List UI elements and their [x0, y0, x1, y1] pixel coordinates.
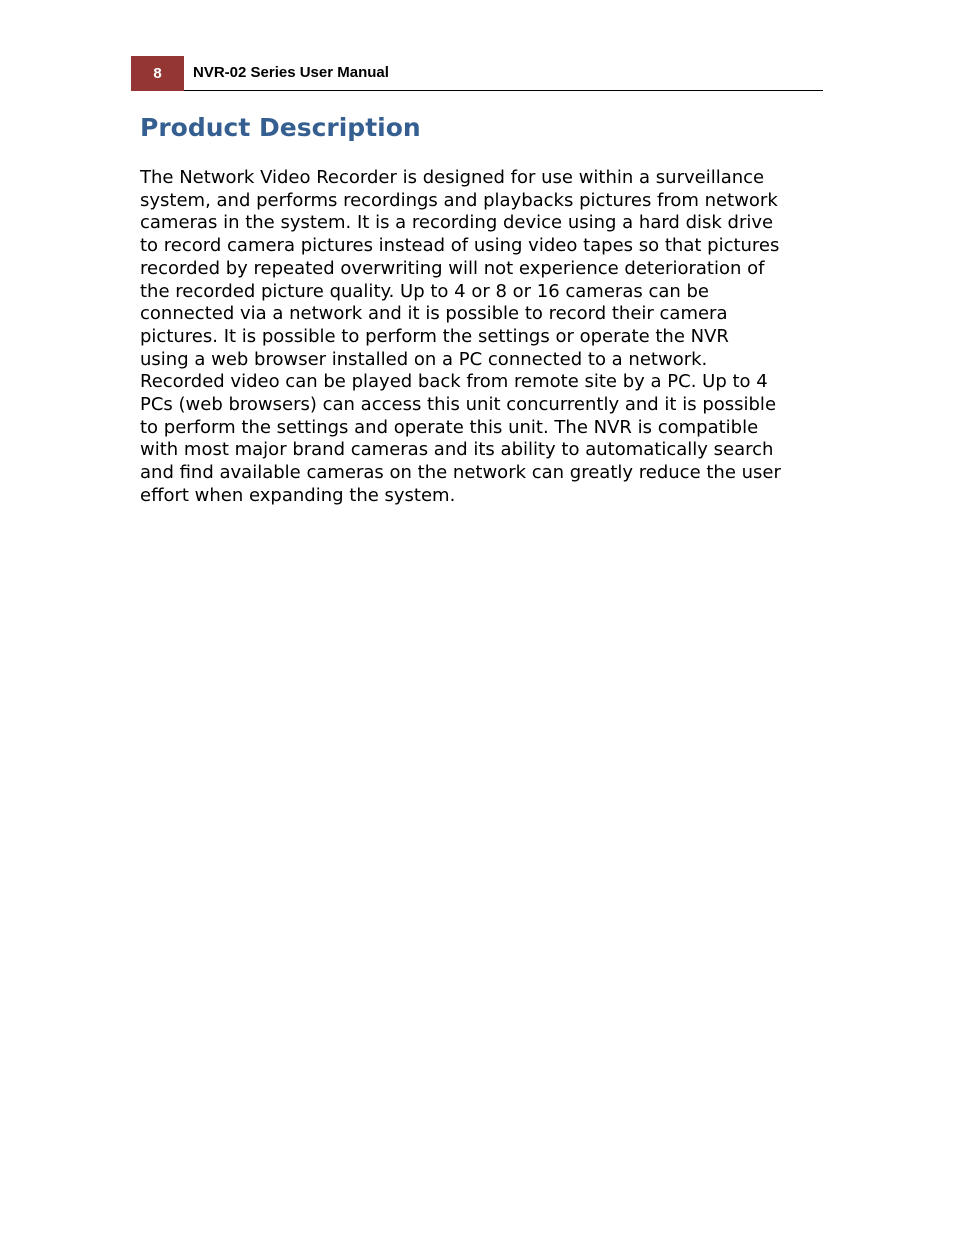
paragraph-line: using a web browser installed on a PC connected to a network.: [140, 348, 708, 370]
paragraph-line: effort when expanding the system.: [140, 484, 456, 506]
paragraph-line: PCs (web browsers) can access this unit concurrently and it is possible: [140, 394, 777, 416]
paragraph-line: cameras in the system. It is a recording device using a hard disk drive: [140, 212, 774, 234]
paragraph-line: The Network Video Recorder is designed for use within a surveillance: [140, 167, 765, 188]
paragraph-line: system, and performs recordings and playbacks pictures from network: [140, 189, 778, 211]
manual-title: NVR-02 Series User Manual: [193, 64, 389, 81]
paragraph-line: recorded by repeated overwriting will not experience deterioration of: [140, 257, 765, 279]
section-heading: Product Description: [140, 113, 421, 142]
paragraph-line: the recorded picture quality. Up to 4 or 8 or 16 cameras can be: [140, 280, 710, 302]
paragraph-line: pictures. It is possible to perform the settings or operate the NVR: [140, 325, 729, 347]
paragraph-line: to perform the settings and operate this unit. The NVR is compatible: [140, 416, 759, 438]
page-header: [131, 56, 823, 91]
paragraph-line: with most major brand cameras and its ability to automatically search: [140, 439, 774, 461]
paragraph-line: and find available cameras on the network can greatly reduce the user: [140, 462, 781, 484]
paragraph-line: to record camera pictures instead of using video tapes so that pictures: [140, 235, 780, 257]
body-paragraph: [140, 167, 830, 508]
paragraph-line: connected via a network and it is possible to record their camera: [140, 303, 728, 325]
page-number: 8: [131, 56, 184, 91]
paragraph-line: Recorded video can be played back from remote site by a PC. Up to 4: [140, 371, 768, 393]
